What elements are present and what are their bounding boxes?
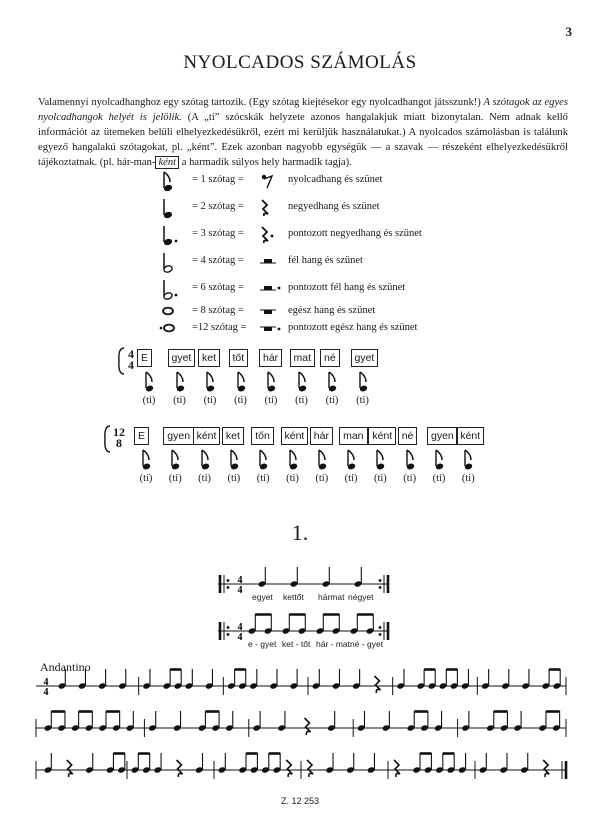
dotted-half-rest-icon <box>258 280 286 298</box>
ti-label: (ti) <box>461 473 475 484</box>
legend-count: = 1 szótag = <box>192 174 244 185</box>
ti-label: (ti) <box>286 473 299 484</box>
timesig-top: 4 <box>237 575 243 586</box>
syllable-box: hár <box>310 427 333 445</box>
page-number: 3 <box>565 24 572 39</box>
syllable-box: ként <box>368 427 396 445</box>
legend-count: = 3 szótag = <box>192 228 244 239</box>
timesig-bottom: 4 <box>237 632 243 643</box>
rhythm-syllable-label: négyet <box>348 592 374 602</box>
syllable-box: né <box>398 427 418 445</box>
quarter-rest-icon <box>258 199 286 217</box>
rhythm-syllable-label: hár - mat <box>316 639 351 649</box>
counting-12-8 <box>0 423 600 493</box>
legend-count: = 2 szótag = <box>192 201 244 212</box>
legend-count: = 8 szótag = <box>192 305 244 316</box>
legend-desc: egész hang és szünet <box>288 305 376 316</box>
timesig-bottom: 4 <box>128 358 134 372</box>
eighth-note-icon <box>461 449 475 471</box>
legend-desc: pontozott fél hang és szünet <box>288 282 406 293</box>
dotted-whole-note-icon <box>160 318 184 340</box>
legend-count: = 6 szótag = <box>192 282 244 293</box>
quarter-rest <box>307 760 313 777</box>
syllable-box: gyen <box>163 427 194 445</box>
eighth-note-icon <box>256 449 270 471</box>
eighth-note-icon <box>325 371 339 393</box>
eighth-note-icon <box>203 371 217 393</box>
quarter-rest <box>67 760 73 777</box>
eighth-note-icon <box>234 371 248 393</box>
rhythm-syllable-label: né - gyet <box>350 639 384 649</box>
eighth-note-icon <box>344 449 358 471</box>
dotted-whole-rest-icon <box>258 320 286 338</box>
ti-label: (ti) <box>227 473 241 484</box>
ti-label: (ti) <box>142 395 156 406</box>
syllable-box: ket <box>222 427 244 445</box>
ti-label: (ti) <box>403 473 417 484</box>
repeat-dot <box>227 633 230 636</box>
timesig-bottom: 4 <box>43 687 49 698</box>
dotted-quarter-note-icon <box>160 224 184 246</box>
syllable-box: tőt <box>229 349 249 367</box>
rhythm-syllable-label: ket - tőt <box>282 639 311 649</box>
quarter-rest <box>305 718 311 735</box>
ti-label: (ti) <box>344 473 358 484</box>
intro-text-1: Valamennyi nyolcadhanghoz egy szótag tartozik. (Egy szótag kiejtésekor egy nyolcadhangot játsszunk!) <box>38 97 484 108</box>
rhythm-syllable-label: kettőt <box>283 592 304 602</box>
rhythm-example-quarters <box>0 566 600 606</box>
intro-paragraph <box>38 95 568 170</box>
legend-count: =12 szótag = <box>192 322 247 333</box>
ti-label: (ti) <box>198 473 211 484</box>
ti-label: (ti) <box>295 395 308 406</box>
tempo-marking: Andantino <box>40 660 91 674</box>
legend-desc: nyolcadhang és szünet <box>288 174 383 185</box>
eighth-note-icon <box>173 371 187 393</box>
quarter-rest <box>394 760 400 777</box>
repeat-dot <box>227 586 230 589</box>
eighth-rest-icon <box>258 172 286 190</box>
eighth-note-icon <box>160 170 184 192</box>
syllable-box: E <box>137 349 152 367</box>
ti-label: (ti) <box>373 473 387 484</box>
quarter-rest <box>374 676 380 693</box>
timesig-top: 4 <box>43 677 49 688</box>
ti-label: (ti) <box>432 473 446 484</box>
ti-label: (ti) <box>256 473 270 484</box>
timesig-12-8 <box>111 427 127 449</box>
rhythm-syllable-label: e - gyet <box>248 639 277 649</box>
rhythm-syllable-label: hármat <box>318 592 345 602</box>
timesig-top: 12 <box>113 425 125 439</box>
exercise-number: 1. <box>291 520 309 545</box>
syllable-box: ként <box>456 427 484 445</box>
eighth-note-icon <box>142 371 156 393</box>
eighth-note-icon <box>227 449 241 471</box>
syllable-box: man <box>339 427 367 445</box>
eighth-note-icon <box>295 371 309 393</box>
syllable-box: E <box>134 427 149 445</box>
syllable-box: ket <box>198 349 220 367</box>
intro-boxed-word: ként <box>155 156 179 169</box>
ti-label: (ti) <box>315 473 329 484</box>
syllable-box: ként <box>281 427 309 445</box>
syllable-box: ként <box>193 427 221 445</box>
eighth-note-icon <box>315 449 329 471</box>
footer-catalog-number: Z. 12 253 <box>280 796 320 806</box>
ti-label: (ti) <box>173 395 186 406</box>
ti-label: (ti) <box>168 473 182 484</box>
eighth-note-icon <box>264 371 278 393</box>
dotted-quarter-rest-icon <box>258 226 286 244</box>
ti-label: (ti) <box>203 395 217 406</box>
counting-4-4 <box>0 345 600 415</box>
half-rest-icon <box>258 253 286 271</box>
intro-text-3: a harmadik súlyos hely harmadik tagja). <box>179 157 352 168</box>
ti-label: (ti) <box>325 395 339 406</box>
legend-desc: negyedhang és szünet <box>288 201 380 212</box>
quarter-rest <box>543 760 549 777</box>
syllable-box: gyen <box>427 427 458 445</box>
intro-text-2: (A „ti” szócskák helyzete azonos hangalakjuk miatt bizonytalan. Nem adnak kellő információt az ütemeken belüli elhelyezkedésükről, ezért mi kerüljük használatukat.) A nyolcados számolásban is találunk egyező hangalakú szótagokat, pl. „ként”. Ezek azonban nagyobb egységük — a szavak — részeként elhelyezkedésükről tájékoztatnak. (pl. hár-man- <box>38 112 568 168</box>
legend-desc: pontozott negyedhang és szünet <box>288 228 422 239</box>
repeat-dot <box>379 633 382 636</box>
quarter-rest <box>177 760 183 777</box>
eighth-note-icon <box>286 449 300 471</box>
legend-desc: fél hang és szünet <box>288 255 363 266</box>
syllable-box: tőn <box>251 427 274 445</box>
eighth-note-icon <box>432 449 446 471</box>
quarter-note-icon <box>160 197 184 219</box>
dotted-half-note-icon <box>160 278 184 300</box>
repeat-dot <box>379 586 382 589</box>
ti-label: (ti) <box>139 473 153 484</box>
syllable-box: hár <box>259 349 282 367</box>
eighth-note-icon <box>168 449 182 471</box>
syllable-box: mat <box>290 349 316 367</box>
syllable-box: gyet <box>351 349 379 367</box>
intro-emphasis: A szótagok az egyes nyolcadhangok helyét is jelölik. <box>38 97 568 123</box>
half-note-icon <box>160 251 184 273</box>
eighth-note-icon <box>139 449 153 471</box>
eighth-note-icon <box>356 371 370 393</box>
legend-count: = 4 szótag = <box>192 255 244 266</box>
timesig-bottom: 4 <box>237 585 243 596</box>
ti-label: (ti) <box>234 395 247 406</box>
eighth-note-icon <box>403 449 417 471</box>
timesig-4-4 <box>125 349 137 371</box>
repeat-dot <box>379 579 382 582</box>
ti-label: (ti) <box>264 395 278 406</box>
rhythm-score <box>0 670 600 785</box>
syllable-box: gyet <box>168 349 196 367</box>
timesig-bottom: 8 <box>116 436 122 450</box>
rhythm-syllable-label: egyet <box>252 592 273 602</box>
syllable-box: né <box>320 349 340 367</box>
eighth-note-icon <box>198 449 212 471</box>
quarter-rest <box>286 760 292 777</box>
timesig-top: 4 <box>128 347 134 361</box>
repeat-dot <box>227 579 230 582</box>
page-title: NYOLCADOS SZÁMOLÁS <box>183 52 417 73</box>
repeat-dot <box>227 626 230 629</box>
repeat-dot <box>379 626 382 629</box>
rhythm-example-eighths <box>0 613 600 653</box>
legend-desc: pontozott egész hang és szünet <box>288 322 418 333</box>
timesig-top: 4 <box>237 622 243 633</box>
ti-label: (ti) <box>356 395 369 406</box>
whole-rest-icon <box>258 303 286 321</box>
eighth-note-icon <box>373 449 387 471</box>
